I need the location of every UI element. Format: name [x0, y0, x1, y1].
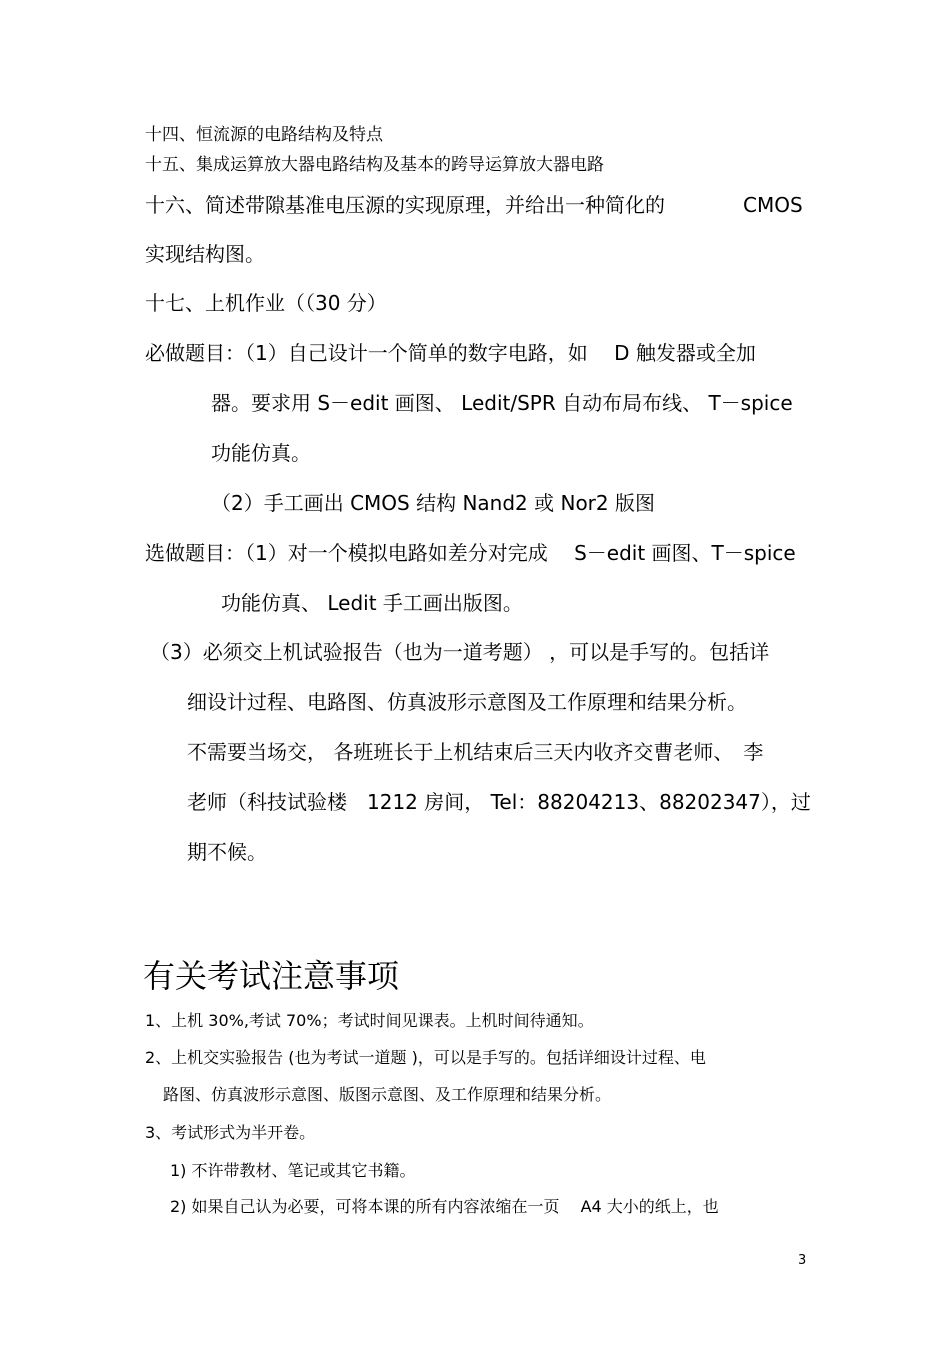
optional-task-cont: 功能仿真、 Ledit 手工画出版图。 [221, 591, 523, 615]
page-number: 3 [798, 1253, 807, 1268]
note-2: 2、上机交实验报告 (也为考试一道题 )，可以是手写的。包括详细设计过程、电 [145, 1048, 706, 1067]
submission-note-end: 期不候。 [187, 840, 267, 864]
note-3: 3、考试形式为半开卷。 [145, 1123, 316, 1142]
report-requirement-cont: 细设计过程、电路图、仿真波形示意图及工作原理和结果分析。 [187, 690, 747, 714]
item-16-cmos: CMOS [743, 193, 803, 217]
required-task: 必做题目：（1）自己设计一个简单的数字电路，如 D 触发器或全加 [145, 341, 756, 365]
required-task-2: （2）手工画出 CMOS 结构 Nand2 或 Nor2 版图 [211, 491, 655, 515]
submission-note-cont: 老师（科技试验楼 1212 房间， Tel：88204213、88202347），过 [187, 790, 811, 814]
report-requirement: （3）必须交上机试验报告（也为一道考题） ，可以是手写的。包括详 [150, 640, 770, 664]
required-task-cont2: 功能仿真。 [211, 441, 311, 465]
note-2-cont: 路图、仿真波形示意图、版图示意图、及工作原理和结果分析。 [163, 1085, 612, 1104]
note-3-rule-2: 2) 如果自己认为必要，可将本课的所有内容浓缩在一页 A4 大小的纸上，也 [170, 1197, 719, 1216]
optional-task: 选做题目：（1）对一个模拟电路如差分对完成 S－edit 画图、T－spice [145, 541, 796, 565]
note-3-rule-1: 1) 不许带教材、笔记或其它书籍。 [170, 1161, 416, 1180]
item-16: 十六、简述带隙基准电压源的实现原理，并给出一种简化的 [145, 193, 665, 217]
item-15: 十五、集成运算放大器电路结构及基本的跨导运算放大器电路 [145, 155, 604, 175]
submission-note: 不需要当场交， 各班班长于上机结束后三天内收齐交曹老师、 李 [187, 740, 764, 764]
item-14: 十四、恒流源的电路结构及特点 [145, 125, 383, 145]
item-16-cont: 实现结构图。 [145, 242, 265, 266]
item-17: 十七、上机作业（（30 分） [145, 291, 387, 315]
required-task-cont: 器。要求用 S－edit 画图、 Ledit/SPR 自动布局布线、 T－spice [211, 391, 793, 415]
note-1: 1、上机 30%,考试 70%；考试时间见课表。上机时间待通知。 [145, 1011, 594, 1030]
section-heading: 有关考试注意事项 [143, 957, 400, 995]
